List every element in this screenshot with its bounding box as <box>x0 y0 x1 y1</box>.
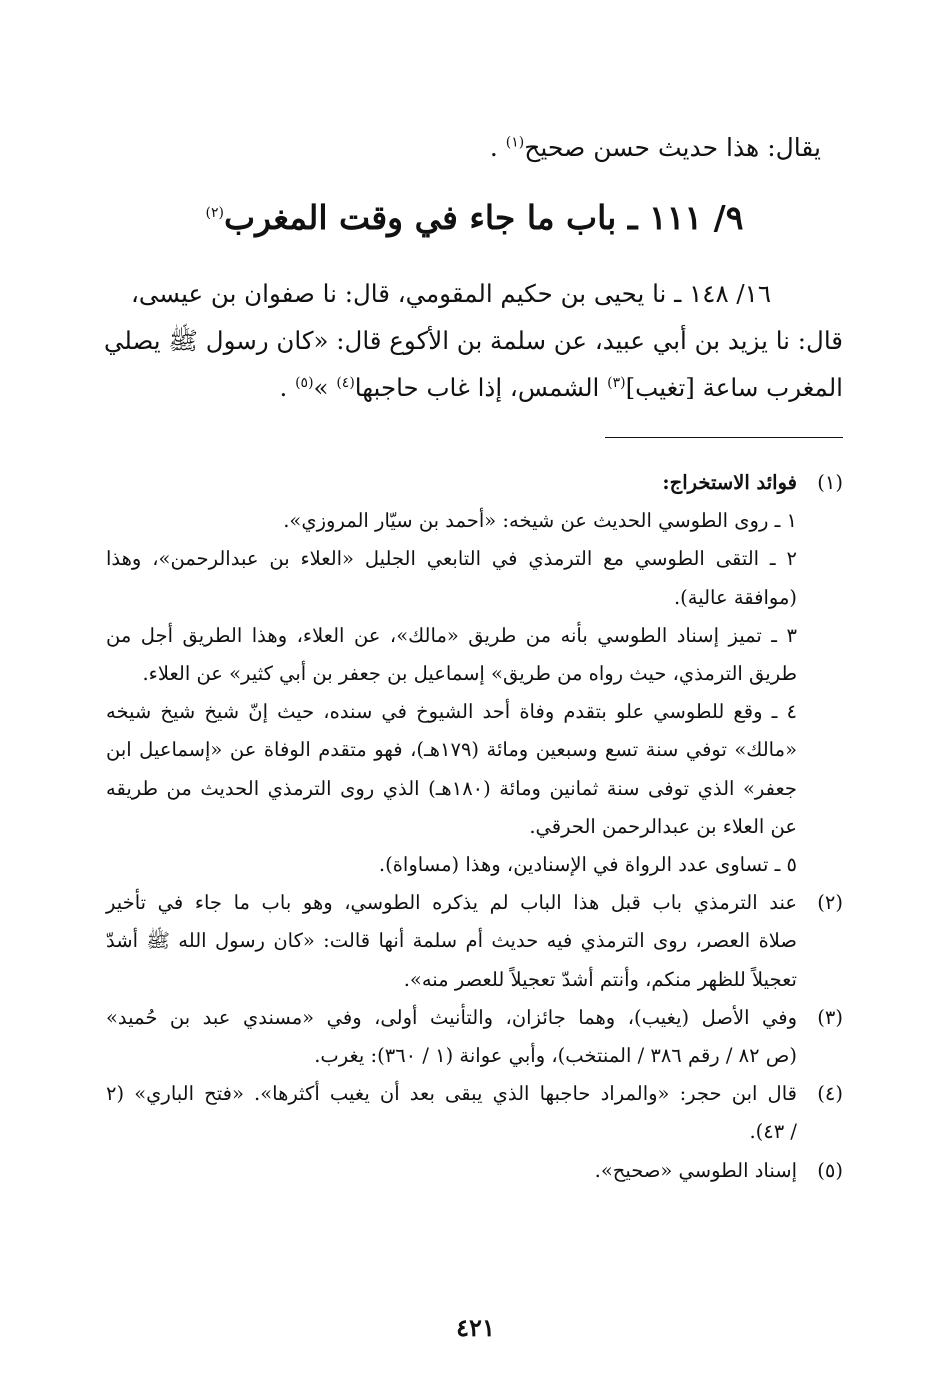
footnote-1 <box>106 464 843 884</box>
chapter-heading <box>106 192 843 244</box>
footnote-5-number: (٥) <box>817 1158 843 1182</box>
footnote-ref-4: (٤) <box>336 374 355 391</box>
footnote-4-line: / ٤٣). <box>749 1120 797 1144</box>
footnote-5 <box>106 1152 843 1190</box>
footnote-1-number: (١) <box>817 471 843 494</box>
footnote-1-line: «مالك» توفي سنة تسع وسبعين ومائة (١٧٩هـ)، فهو متقدم الوفاة عن «إسماعيل ابن <box>106 738 798 762</box>
footnote-5-line: إسناد الطوسي «صحيح». <box>594 1158 797 1182</box>
hadith-line-3 <box>106 364 843 411</box>
hadith-line-3-d: . <box>279 373 296 402</box>
page-content <box>106 126 843 1190</box>
hadith-line-2: قال: نا يزيد بن أبي عبيد، عن سلمة بن الأكوع قال: «كان رسول ﷺ يصلي <box>104 326 843 355</box>
footnote-separator <box>605 437 843 438</box>
footnote-1-line: عن العلاء بن عبدالرحمن الحرقي. <box>529 814 797 838</box>
hadith-line-3-a: المغرب ساعة [تغيب] <box>625 373 843 402</box>
footnote-3-line: (ص ٨٢ / رقم ٣٨٦ / المنتخب)، وأبي عوانة (١ / ٣٦٠): يغرب. <box>314 1044 797 1068</box>
hadith-line-3-c: » <box>313 373 337 402</box>
footnote-1-line: (موافقة عالية). <box>673 585 797 609</box>
footnote-4-line: قال ابن حجر: «والمراد حاجبها الذي يبقى بعد أن يغيب أكثرها». «فتح الباري» (٢ <box>106 1082 797 1106</box>
footnote-2-line: عند الترمذي باب قبل هذا الباب لم يذكره الطوسي، وهو باب ما جاء في تأخير <box>106 891 797 915</box>
intro-end: . <box>489 133 506 162</box>
footnote-1-title: فوائد الاستخراج: <box>662 471 797 494</box>
footnote-ref-5: (٥) <box>295 374 314 391</box>
footnote-3-number: (٣) <box>817 1005 843 1029</box>
hadith-line-1: ١٦/ ١٤٨ ـ نا يحيى بن حكيم المقومي، قال: نا صفوان بن عيسى، <box>130 279 771 308</box>
footnote-4-number: (٤) <box>817 1082 843 1106</box>
footnote-2-line: تعجيلاً للظهر منكم، وأنتم أشدّ تعجيلاً للعصر منه». <box>403 967 797 991</box>
hadith-text <box>106 270 843 411</box>
footnote-4 <box>106 1075 843 1151</box>
footnote-ref-2: (٢) <box>205 205 224 221</box>
footnote-1-line: ٣ ـ تميز إسناد الطوسي بأنه من طريق «مالك»، عن العلاء، وهذا الطريق أجل من <box>106 623 797 647</box>
footnote-ref-3: (٣) <box>607 374 626 391</box>
footnote-2 <box>106 884 843 999</box>
intro-text: يقال: هذا حديث حسن صحيح <box>524 133 821 162</box>
footnote-1-line: طريق الترمذي، حيث رواه من طريق» إسماعيل بن جعفر بن أبي كثير» عن العلاء. <box>142 662 797 686</box>
footnote-2-number: (٢) <box>817 891 843 915</box>
footnote-1-line: ٤ ـ وقع للطوسي علو بتقدم وفاة أحد الشيوخ في سنده، حيث إنّ شيخ شيخ شيخه <box>106 700 797 724</box>
footnote-ref-1: (١) <box>505 134 525 151</box>
footnote-2-line: صلاة العصر، روى الترمذي فيه حديث أم سلمة أنها قالت: «كان رسول الله ﷺ أشدّ <box>106 929 797 953</box>
footnote-1-line: ٢ ـ التقى الطوسي مع الترمذي في التابعي الجليل «العلاء بن عبدالرحمن»، وهذا <box>106 547 797 571</box>
footnotes <box>106 464 843 1190</box>
intro-statement <box>106 126 843 170</box>
footnote-3 <box>106 999 843 1075</box>
footnote-3-line: وفي الأصل (يغيب)، وهما جائزان، والتأنيث أولى، وفي «مسندي عبد بن حُميد» <box>106 1005 797 1029</box>
page-number: ٤٢١ <box>456 1313 495 1342</box>
chapter-title: ٩/ ١١١ ـ باب ما جاء في وقت المغرب <box>224 198 744 237</box>
footnote-1-line: ١ ـ روى الطوسي الحديث عن شيخه: «أحمد بن سيّار المروزي». <box>283 509 797 533</box>
footnote-1-items <box>106 502 843 884</box>
footnote-1-line: جعفر» الذي توفى سنة ثمانين ومائة (١٨٠هـ) الذي روى الترمذي الحديث من طريقه <box>106 776 797 800</box>
footnote-1-line: ٥ ـ تساوى عدد الرواة في الإسنادين، وهذا (مساواة). <box>378 853 797 877</box>
hadith-line-3-b: الشمس، إذا غاب حاجبها <box>354 373 608 402</box>
